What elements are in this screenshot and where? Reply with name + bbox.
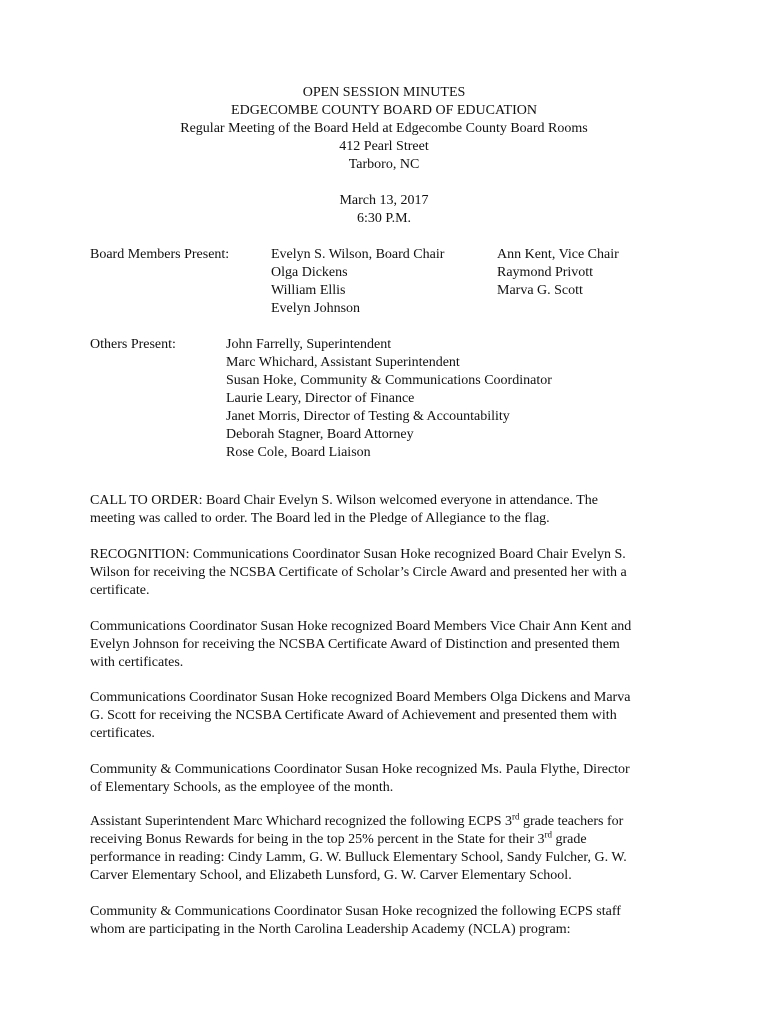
board-members-col2 [497, 246, 619, 300]
employee-of-month-paragraph [90, 761, 690, 797]
others-present-list [226, 336, 552, 462]
ordinal-suffix: rd [544, 829, 552, 840]
others-present-item: Marc Whichard, Assistant Superintendent [226, 355, 460, 370]
doc-title: OPEN SESSION MINUTES [302, 85, 466, 100]
board-member: Evelyn S. Wilson, Board Chair [271, 247, 445, 262]
doc-organization: EDGECOMBE COUNTY BOARD OF EDUCATION [231, 103, 537, 118]
board-member: Olga Dickens [271, 265, 348, 280]
board-member: Raymond Privott [497, 265, 594, 280]
ordinal-suffix: rd [512, 811, 520, 822]
paragraph-line: performance in reading: Cindy Lamm, G. W. Bulluck Elementary School, Sandy Fulcher, G. W. [90, 850, 627, 865]
paragraph-line: meeting was called to order. The Board led in the Pledge of Allegiance to the flag. [90, 511, 550, 526]
paragraph-line: Communications Coordinator Susan Hoke recognized Board Members Vice Chair Ann Kent and [90, 619, 632, 634]
bonus-rewards-paragraph [90, 813, 690, 885]
paragraph-line: certificate. [90, 583, 150, 598]
paragraph-line: RECOGNITION: Communications Coordinator Susan Hoke recognized Board Chair Evelyn S. [90, 547, 626, 562]
paragraph-line: with certificates. [90, 655, 184, 670]
distinction-award-paragraph [90, 618, 690, 672]
paragraph-line: Evelyn Johnson for receiving the NCSBA Certificate Award of Distinction and presented them [90, 637, 620, 652]
others-present-label: Others Present: [90, 337, 176, 352]
ncla-paragraph [90, 903, 690, 939]
call-to-order-paragraph [90, 492, 690, 528]
board-members-label: Board Members Present: [90, 247, 230, 262]
board-members-col1 [271, 246, 444, 318]
board-member: Ann Kent, Vice Chair [497, 247, 619, 262]
others-present-item: Laurie Leary, Director of Finance [226, 391, 415, 406]
meeting-description: Regular Meeting of the Board Held at Edgecombe County Board Rooms [180, 121, 588, 136]
text-segment: Assistant Superintendent Marc Whichard recognized the following ECPS 3 [90, 814, 512, 829]
others-present-item: John Farrelly, Superintendent [226, 337, 392, 352]
paragraph-line: Carver Elementary School, and Elizabeth Lunsford, G. W. Carver Elementary School. [90, 868, 572, 883]
paragraph-line: of Elementary Schools, as the employee of the month. [90, 780, 394, 795]
others-present-item: Susan Hoke, Community & Communications Coordinator [226, 373, 552, 388]
achievement-award-paragraph [90, 689, 690, 743]
paragraph-line: Community & Communications Coordinator Susan Hoke recognized the following ECPS staff [90, 904, 621, 919]
paragraph-line: Communications Coordinator Susan Hoke recognized Board Members Olga Dickens and Marva [90, 690, 631, 705]
others-present-item: Deborah Stagner, Board Attorney [226, 427, 414, 442]
paragraph-line: G. Scott for receiving the NCSBA Certificate Award of Achievement and presented them with [90, 708, 617, 723]
paragraph-line: Community & Communications Coordinator Susan Hoke recognized Ms. Paula Flythe, Director [90, 762, 630, 777]
text-segment: receiving Bonus Rewards for being in the top 25% percent in the State for their 3 [90, 832, 545, 847]
text-segment: grade teachers for [519, 814, 624, 829]
recognition-paragraph [90, 546, 690, 600]
board-member: Evelyn Johnson [271, 301, 361, 316]
others-present-item: Janet Morris, Director of Testing & Accountability [226, 409, 510, 424]
meeting-time: 6:30 P.M. [356, 211, 412, 226]
paragraph-line: certificates. [90, 726, 155, 741]
paragraph-line: Wilson for receiving the NCSBA Certificate of Scholar’s Circle Award and presented her with a [90, 565, 627, 580]
address-city: Tarboro, NC [348, 157, 420, 172]
board-member: William Ellis [271, 283, 346, 298]
paragraph-line [90, 831, 690, 849]
text-segment: grade [552, 832, 587, 847]
board-member: Marva G. Scott [497, 283, 583, 298]
others-present-item: Rose Cole, Board Liaison [226, 445, 371, 460]
address-street: 412 Pearl Street [339, 139, 429, 154]
meeting-date: March 13, 2017 [339, 193, 429, 208]
paragraph-line: whom are participating in the North Carolina Leadership Academy (NCLA) program: [90, 922, 571, 937]
paragraph-line [90, 813, 690, 831]
paragraph-line: CALL TO ORDER: Board Chair Evelyn S. Wilson welcomed everyone in attendance. The [90, 493, 598, 508]
